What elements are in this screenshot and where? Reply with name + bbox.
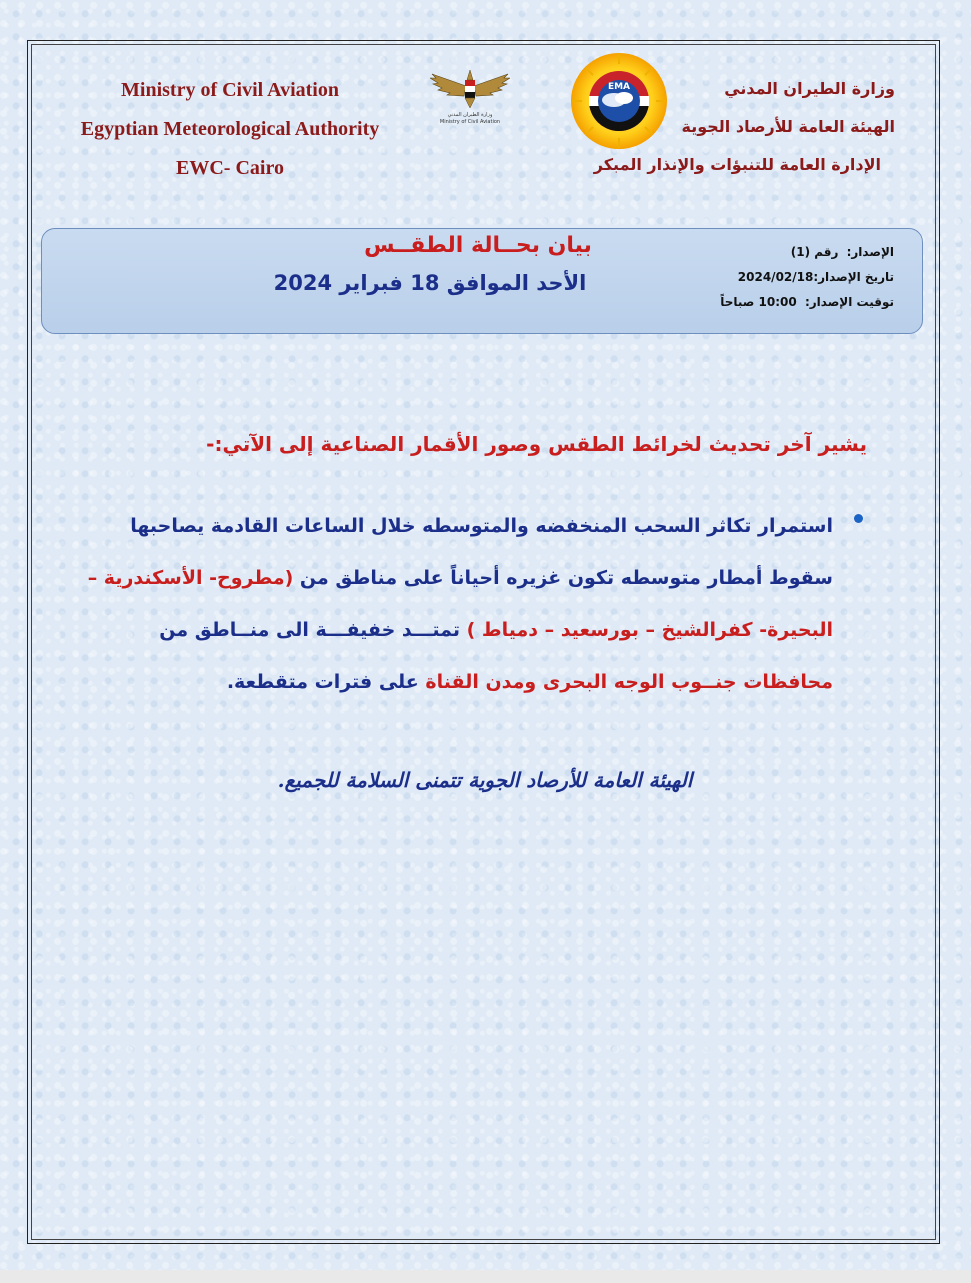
issue-number-label: الإصدار:	[846, 245, 894, 259]
logo-caption-en: Ministry of Civil Aviation	[439, 119, 501, 125]
bulletin-title-box	[41, 228, 923, 334]
secondary-regions: محافظات جنــوب الوجه البحرى ومدن القناة	[425, 671, 833, 693]
forecast-bullet	[73, 500, 833, 708]
authority-en: Egyptian Meteorological Authority	[80, 118, 380, 140]
bullet-part-1: استمرار تكاثر السحب المنخفضه والمتوسطه خلال الساعات القادمة يصاحبها سقوط أمطار متوسطه تكون غزيره أحياناً على مناطق من	[130, 515, 833, 589]
issue-date-value: 2024/02/18	[737, 270, 814, 284]
ema-label: EMA	[607, 82, 631, 92]
issue-date	[654, 268, 894, 293]
wings-icon	[430, 66, 510, 112]
issue-number	[654, 243, 894, 268]
arabic-header	[535, 76, 895, 190]
authority-ar: الهيئة العامة للأرصاد الجوية	[681, 117, 895, 136]
center-en: EWC- Cairo	[176, 157, 284, 179]
issue-time	[654, 293, 894, 318]
bullet-part-3: تمتـــد خفيفـــة الى منــاطق من	[159, 619, 467, 641]
issue-number-value: رقم (1)	[790, 245, 839, 259]
bulletin-title: بيان بحــالة الطقــس	[364, 233, 592, 258]
closing-text: الهيئة العامة للأرصاد الجوية تتمنى السلامة للجميع.	[277, 768, 693, 792]
bullet-icon	[854, 514, 863, 523]
ministry-en: Ministry of Civil Aviation	[121, 79, 339, 101]
bottom-strip	[0, 1270, 971, 1283]
issue-info	[654, 243, 894, 318]
issue-date-label: تاريخ الإصدار:	[813, 270, 894, 284]
ministry-ar: وزارة الطيران المدني	[724, 79, 895, 98]
english-header	[40, 76, 420, 193]
bullet-part-5: على فترات متقطعة.	[226, 671, 426, 693]
issue-time-value: 10:00 صباحاً	[720, 295, 797, 309]
affected-regions: (مطروح- الأسكندرية – البحيرة- كفرالشيخ – بورسعيد – دمياط )	[87, 567, 833, 641]
issue-time-label: توقيت الإصدار:	[804, 295, 894, 309]
center-ar: الإدارة العامة للتنبؤات والإنذار المبكر	[593, 155, 881, 174]
bulletin-date: الأحد الموافق 18 فبراير 2024	[273, 271, 587, 295]
intro-text: يشير آخر تحديث لخرائط الطقس وصور الأقمار الصناعية إلى الآتي:-	[206, 432, 867, 456]
logo-caption-ar: وزارة الطيران المدني	[447, 112, 493, 118]
ministry-logo	[430, 66, 510, 136]
